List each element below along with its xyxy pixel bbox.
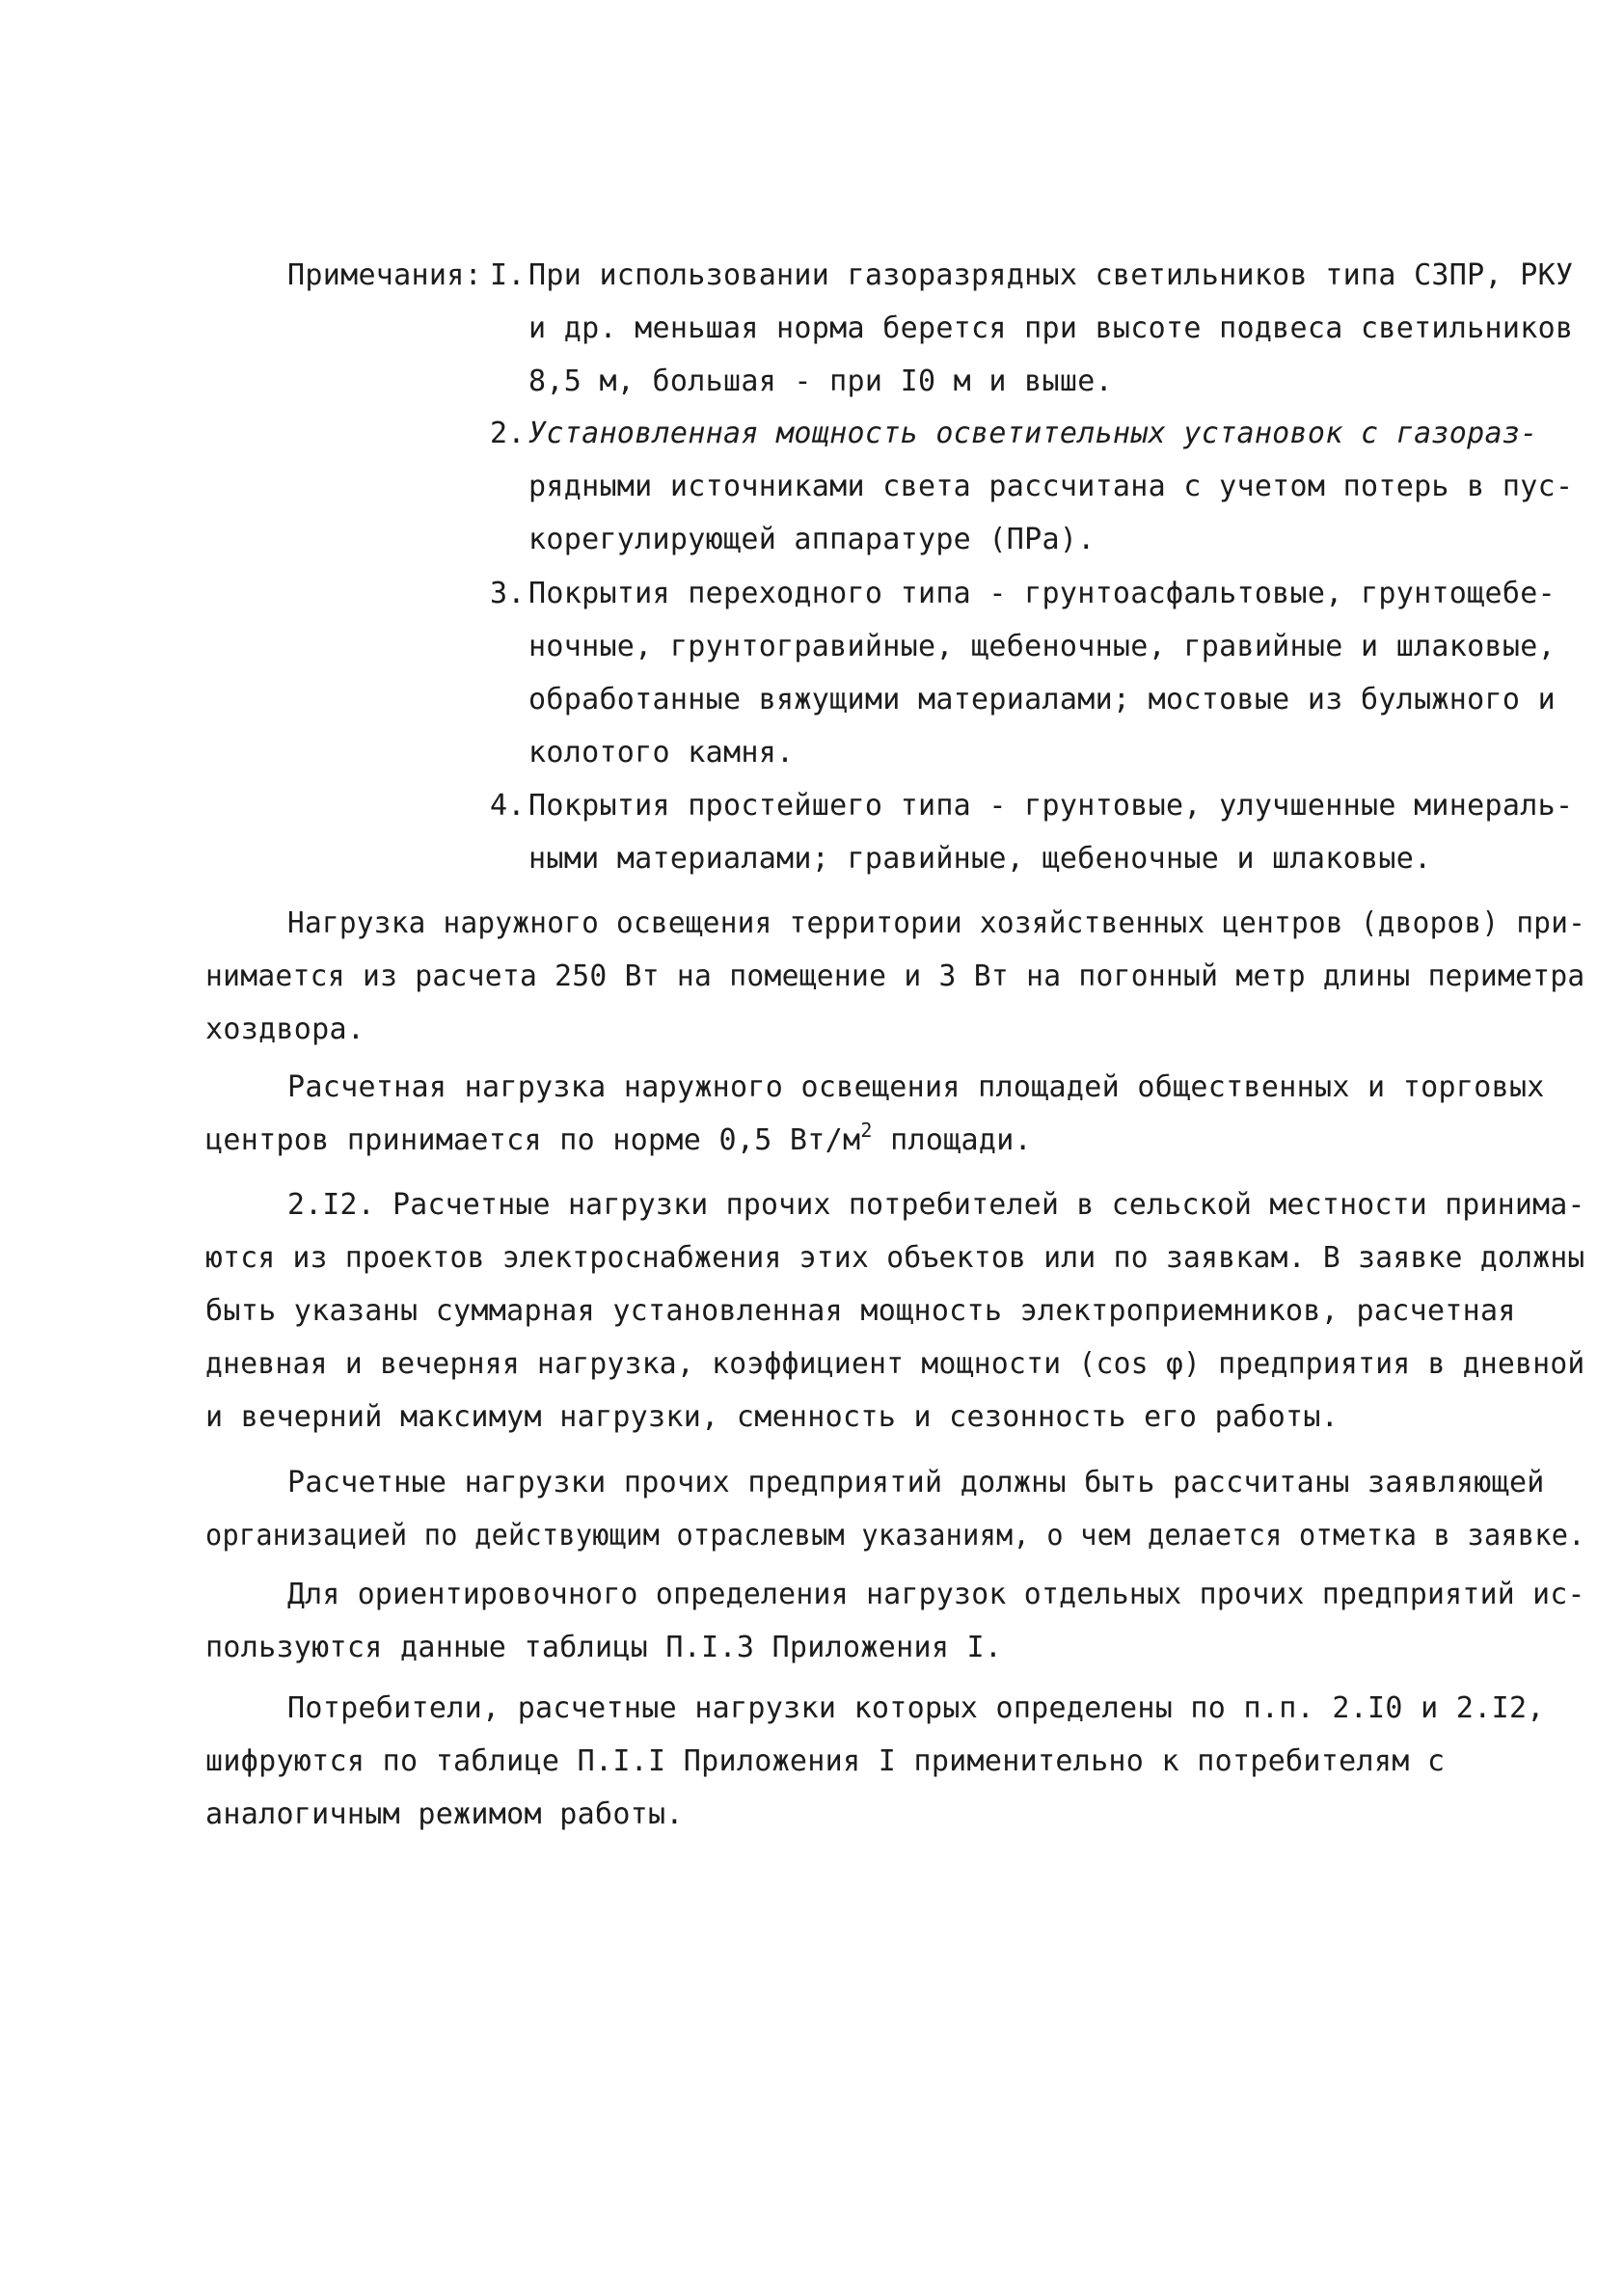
- note-4-line-2: ными материалами; гравийные, щебеночные и шлаковые.: [528, 842, 1432, 876]
- note-1-line-2: и др. меньшая норма берется при высоте подвеса светильников: [528, 311, 1574, 345]
- note-3-line-1: Покрытия переходного типа - грунтоасфальтовые, грунтощебе-: [528, 577, 1556, 610]
- note-1-line-3: 8,5 м, большая - при I0 м и выше.: [528, 365, 1113, 398]
- note-3-line-4: колотого камня.: [528, 736, 795, 770]
- paragraph-3-line-3: быть указаны суммарная установленная мощность электроприемников, расчетная: [205, 1294, 1516, 1328]
- note-4-line-1: Покрытия простейшего типа - грунтовые, улучшенные минераль-: [528, 789, 1574, 823]
- note-2-number: 2.: [490, 417, 526, 450]
- paragraph-1-line-2: нимается из расчета 250 Вт на помещение и 3 Вт на погонный метр длины периметра: [205, 959, 1585, 993]
- note-3-line-2: ночные, грунтогравийные, щебеночные, гравийные и шлаковые,: [528, 630, 1556, 663]
- paragraph-1-line-3: хоздвора.: [205, 1013, 365, 1046]
- paragraph-3-line-5: и вечерний максимум нагрузки, сменность и сезонность его работы.: [205, 1400, 1340, 1434]
- note-1-number: I.: [490, 258, 526, 292]
- note-2-line-1: Установленная мощность осветительных установок с газораз-: [528, 417, 1538, 450]
- notes-label: Примечания:: [287, 258, 482, 292]
- paragraph-1-line-1: Нагрузка наружного освещения территории хозяйственных центров (дворов) при-: [287, 906, 1586, 940]
- note-1-line-1: При использовании газоразрядных светильников типа СЗПР, РКУ: [528, 258, 1574, 292]
- paragraph-6-line-3: аналогичным режимом работы.: [205, 1797, 684, 1831]
- paragraph-2-line-2-text: центров принимается по норме 0,5 Вт/м: [205, 1123, 861, 1157]
- note-3-line-3: обработанные вяжущими материалами; мостовые из булыжного и: [528, 683, 1556, 716]
- note-4-number: 4.: [490, 789, 526, 823]
- paragraph-6-line-2: шифруются по таблице П.I.I Приложения I применительно к потребителям с: [205, 1744, 1446, 1778]
- note-2-line-3: корегулирующей аппаратуре (ПРа).: [528, 523, 1096, 556]
- paragraph-3-line-2: ются из проектов электроснабжения этих объектов или по заявкам. В заявке должны: [205, 1241, 1585, 1275]
- paragraph-6-line-1: Потребители, расчетные нагрузки которых определены по п.п. 2.I0 и 2.I2,: [287, 1691, 1545, 1725]
- paragraph-3-line-4: дневная и вечерняя нагрузка, коэффициент мощности (cos φ) предприятия в дневной: [205, 1347, 1585, 1381]
- note-3-number: 3.: [490, 577, 526, 610]
- paragraph-2-line-1: Расчетная нагрузка наружного освещения площадей общественных и торговых: [287, 1070, 1545, 1104]
- paragraph-2-line-2: [205, 1119, 1032, 1158]
- paragraph-5-line-2: пользуются данные таблицы П.I.3 Приложения I.: [205, 1631, 1003, 1664]
- paragraph-2-line-2-end: площади.: [872, 1123, 1032, 1157]
- paragraph-4-line-2: организацией по действующим отраслевым указаниям, о чем делается отметка в заявке.: [205, 1519, 1585, 1553]
- paragraph-4-line-1: Расчетные нагрузки прочих предприятий должны быть рассчитаны заявляющей: [287, 1466, 1545, 1499]
- paragraph-3-line-1: 2.I2. Расчетные нагрузки прочих потребителей в сельской местности принима-: [287, 1188, 1585, 1222]
- superscript-2: 2: [860, 1119, 873, 1142]
- note-2-line-2: рядными источниками света рассчитана с учетом потерь в пус-: [528, 470, 1574, 503]
- paragraph-5-line-1: Для ориентировочного определения нагрузок отдельных прочих предприятий ис-: [287, 1578, 1585, 1611]
